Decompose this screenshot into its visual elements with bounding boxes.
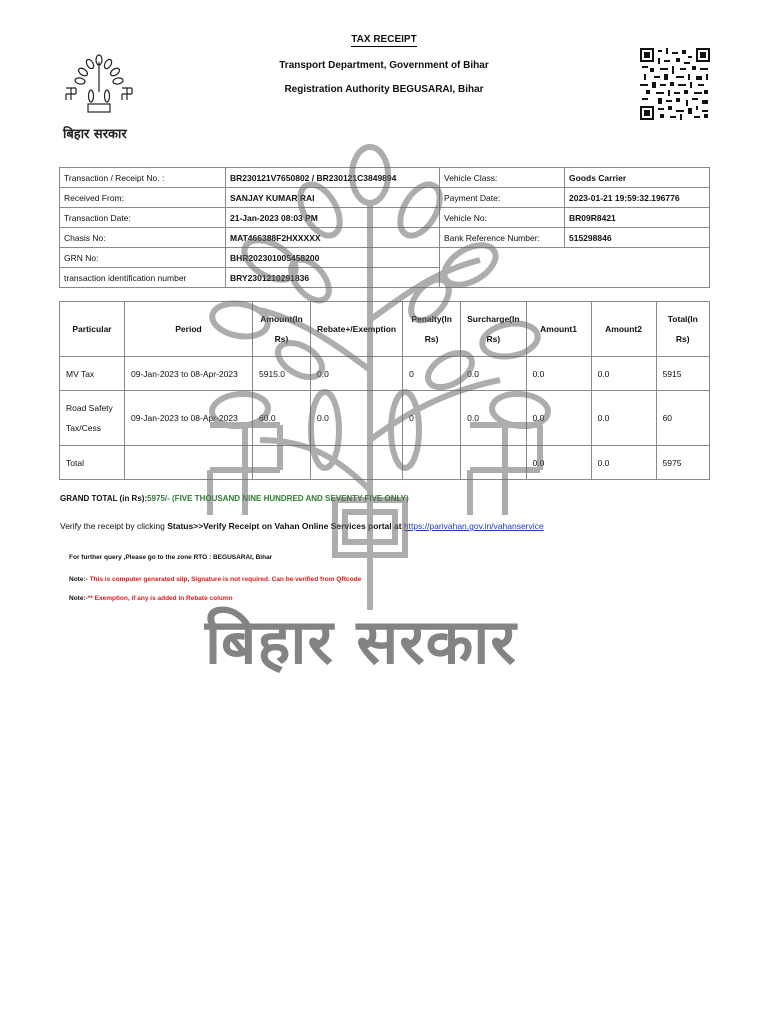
watermark-bihar-sarkar: बिहार सरकार [205, 605, 517, 678]
table-header-row [60, 302, 710, 357]
vehicle-no-value: BR09R8421 [565, 208, 710, 228]
grand-total-label: GRAND TOTAL (in Rs): [60, 494, 148, 503]
txn-id-value: BRY2301210291836 [226, 268, 440, 288]
cell: 5975 [656, 446, 709, 480]
grand-total [60, 494, 409, 503]
col-amount2: Amount2 [591, 302, 656, 357]
table-row [60, 357, 710, 391]
cell: 0.0 [526, 357, 591, 391]
transaction-date-value: 21-Jan-2023 08:03 PM [226, 208, 440, 228]
chasis-no-value: MAT466388F2HXXXXX [226, 228, 440, 248]
table-row [60, 168, 710, 188]
bank-ref-label: Bank Reference Number: [440, 228, 565, 248]
receipt-no-value: BR230121V7650802 / BR230121C3849894 [226, 168, 440, 188]
cell: 5915 [656, 357, 709, 391]
vehicle-class-label: Vehicle Class: [440, 168, 565, 188]
cell [253, 446, 311, 480]
col-penalty: Penalty(In Rs) [403, 302, 461, 357]
received-from-value: SANJAY KUMAR RAI [226, 188, 440, 208]
col-amount: Amount(In Rs) [253, 302, 311, 357]
cell [403, 446, 461, 480]
grn-no-value: BHR202301005458200 [226, 248, 440, 268]
table-row-total [60, 446, 710, 480]
cell: 60.0 [253, 391, 311, 446]
table-row [60, 208, 710, 228]
cell: Total [60, 446, 125, 480]
col-rebate: Rebate+/Exemption [311, 302, 403, 357]
transaction-info-table [59, 167, 710, 288]
table-row [60, 391, 710, 446]
cell: 09-Jan-2023 to 08-Apr-2023 [125, 357, 253, 391]
cell [125, 446, 253, 480]
cell: 0 [403, 391, 461, 446]
department-name: Transport Department, Government of Bihar [279, 60, 489, 71]
receipt-title: TAX RECEIPT [351, 34, 417, 45]
cell: 5915.0 [253, 357, 311, 391]
vehicle-class-value: Goods Carrier [565, 168, 710, 188]
vehicle-no-label: Vehicle No: [440, 208, 565, 228]
cell [461, 446, 526, 480]
cell: 0.0 [461, 391, 526, 446]
cell: 0.0 [461, 357, 526, 391]
cell: 0.0 [591, 446, 656, 480]
table-row [60, 188, 710, 208]
cell: 60 [656, 391, 709, 446]
col-particular: Particular [60, 302, 125, 357]
note-exemption: Note:-** Exemption, if any is added in Rebate column [69, 595, 233, 602]
cell: 0.0 [526, 391, 591, 446]
transaction-date-label: Transaction Date: [60, 208, 226, 228]
col-period: Period [125, 302, 253, 357]
chasis-no-label: Chasis No: [60, 228, 226, 248]
col-total: Total(In Rs) [656, 302, 709, 357]
tax-particulars-table [59, 301, 710, 480]
note-computer-generated: Note:- This is computer generated slip, Signature is not required. Can be verified from QRcode [69, 576, 362, 583]
cell: 0.0 [311, 391, 403, 446]
cell: 0.0 [311, 357, 403, 391]
grn-no-label: GRN No: [60, 248, 226, 268]
cell: 0 [403, 357, 461, 391]
verify-instructions [60, 521, 544, 531]
emblem-caption: बिहार सरकार [63, 127, 127, 142]
vahan-service-link[interactable]: https://parivahan.gov.in/vahanservice [403, 521, 544, 531]
verify-prefix: Verify the receipt by clicking [60, 521, 168, 531]
further-query-text: For further query ,Please go to the zone RTO : BEGUSARAI, Bihar [69, 554, 273, 561]
payment-date-value: 2023-01-21 19:59:32.196776 [565, 188, 710, 208]
table-row [60, 228, 710, 248]
cell: 0.0 [591, 357, 656, 391]
verify-steps: Status>>Verify Receipt on Vahan Online Services portal at [167, 521, 404, 531]
empty-cell [440, 248, 710, 288]
grand-total-value: 5975/- (FIVE THOUSAND NINE HUNDRED AND SEVENTY FIVE ONLY) [147, 494, 409, 503]
receipt-no-label: Transaction / Receipt No. : [60, 168, 226, 188]
payment-date-label: Payment Date: [440, 188, 565, 208]
registration-authority: Registration Authority BEGUSARAI, Bihar [284, 84, 484, 95]
bank-ref-value: 515298846 [565, 228, 710, 248]
txn-id-label: transaction identification number [60, 268, 226, 288]
received-from-label: Received From: [60, 188, 226, 208]
cell [311, 446, 403, 480]
cell: MV Tax [60, 357, 125, 391]
col-amount1: Amount1 [526, 302, 591, 357]
cell: Road Safety Tax/Cess [60, 391, 125, 446]
col-surcharge: Surcharge(In Rs) [461, 302, 526, 357]
qr-code-icon[interactable] [640, 48, 710, 120]
cell: 09-Jan-2023 to 08-Apr-2023 [125, 391, 253, 446]
cell: 0.0 [526, 446, 591, 480]
cell: 0.0 [591, 391, 656, 446]
table-row [60, 248, 710, 268]
